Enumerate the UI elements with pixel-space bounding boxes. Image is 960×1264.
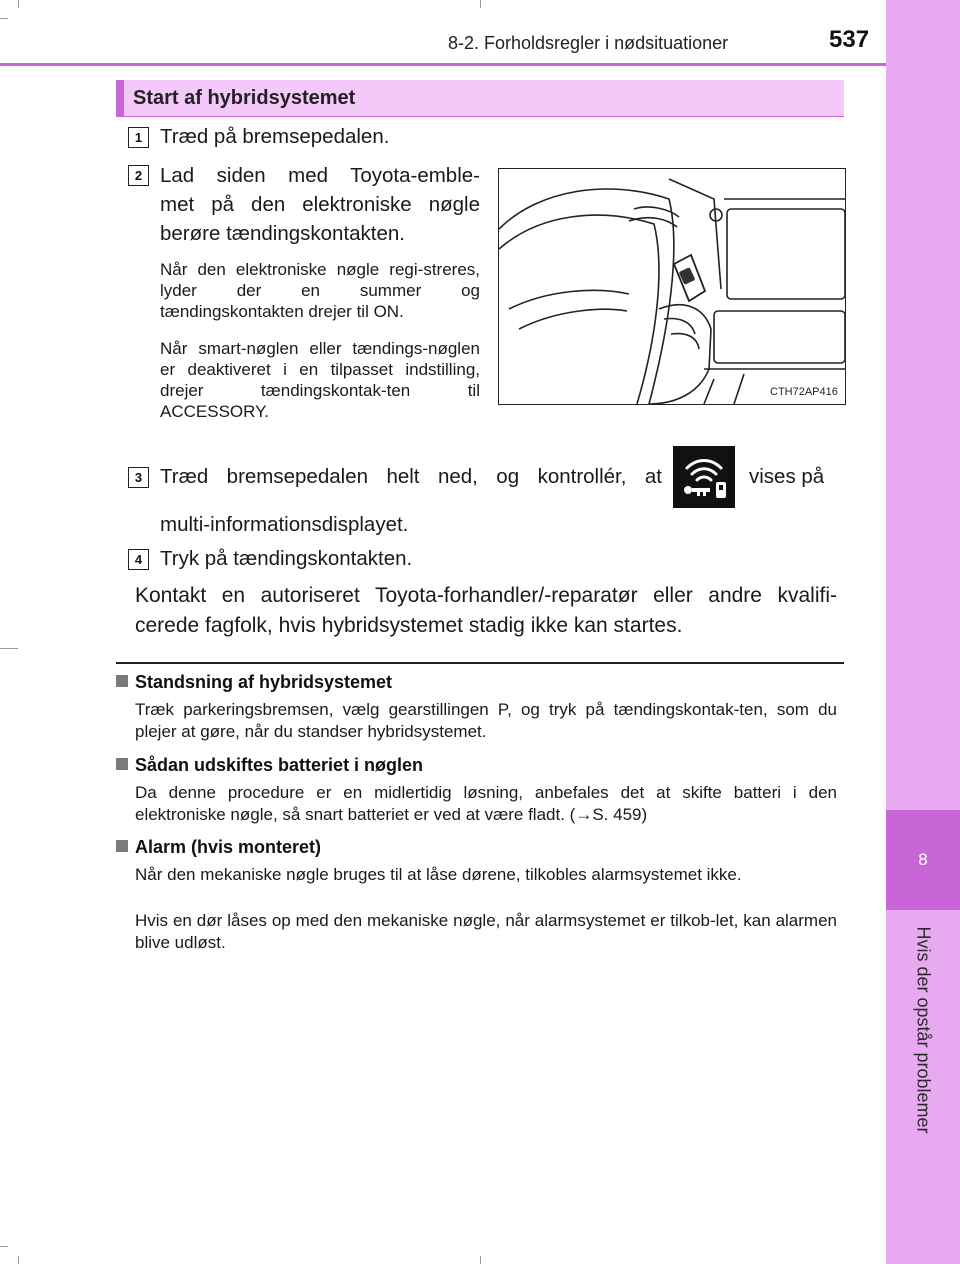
- step-1-text: Træd på bremsepedalen.: [160, 125, 390, 148]
- step-number-2: 2: [128, 165, 149, 186]
- contact-line-1: Kontakt en autoriseret Toyota-forhandler/-reparatør eller andre kvalifi-: [135, 584, 837, 607]
- page-reference-link[interactable]: S. 459): [592, 805, 648, 824]
- smart-key-indicator-icon: [673, 446, 735, 508]
- crop-mark: [0, 18, 8, 19]
- steering-wheel-key-illustration: [498, 168, 846, 405]
- section-heading: 8-2. Forholdsregler i nødsituationer: [448, 33, 729, 53]
- step-2-note-2: Når smart-nøglen eller tændings-nøglen er deaktiveret i en tilpasset indstilling, drejer tændingskontak-ten til ACCESSORY.: [160, 339, 480, 421]
- subsection-text-alarm-1: Når den mekaniske nøgle bruges til at låse dørene, tilkobles alarmsystemet ikke.: [135, 865, 742, 884]
- section-divider: [116, 662, 844, 664]
- subsection-title-stop: Standsning af hybridsystemet: [135, 672, 393, 692]
- step-4-text: Tryk på tændingskontakten.: [160, 547, 413, 570]
- step-3-line-2: multi-informationsdisplayet.: [160, 513, 409, 536]
- bullet-square: [116, 675, 128, 687]
- contact-line-2: cerede fagfolk, hvis hybridsystemet stadig ikke kan startes.: [135, 614, 683, 637]
- step-2-note-1: Når den elektroniske nøgle regi-streres, lyder der en summer og tændingskontakten drejer til ON.: [160, 260, 480, 321]
- step-2-line-1: Lad siden med Toyota-emble-: [160, 164, 480, 187]
- step-3-text-after-icon: vises på: [749, 465, 825, 488]
- illustration-code: CTH72AP416: [770, 386, 838, 398]
- smart-key-indicator-glyph: [673, 446, 735, 508]
- crop-mark: [18, 0, 19, 8]
- battery-text: Da denne procedure er en midlertidig løsning, anbefales det at skifte batteri i den elektroniske nøgle, så snart batteriet er ved at være fladt. (: [135, 783, 837, 824]
- crop-mark: [0, 648, 18, 649]
- step-3-text-before-icon: Træd bremsepedalen helt ned, og kontrollér, at: [160, 465, 662, 488]
- page-number: 537: [829, 26, 870, 53]
- illustration-drawing: [499, 169, 845, 404]
- subsection-title-alarm: Alarm (hvis monteret): [135, 837, 322, 857]
- title-underline: [116, 116, 844, 117]
- bullet-square: [116, 758, 128, 770]
- arrow-right-icon: →: [575, 805, 593, 824]
- crop-mark: [480, 0, 481, 8]
- section-title: Start af hybridsystemet: [133, 87, 356, 109]
- header-rule: [0, 63, 886, 66]
- crop-mark: [480, 1256, 481, 1264]
- step-number-4: 4: [128, 549, 149, 570]
- title-accent: [116, 80, 124, 116]
- step-number-3: 3: [128, 467, 149, 488]
- subsection-title-battery: Sådan udskiftes batteriet i nøglen: [135, 755, 424, 775]
- subsection-text-stop: Træk parkeringsbremsen, vælg gearstillingen P, og tryk på tændingskontak-ten, som du plejer at gøre, når du standser hybridsystemet.: [135, 700, 837, 741]
- bullet-square: [116, 840, 128, 852]
- chapter-label: Hvis der opstår problemer: [913, 926, 934, 1134]
- step-2-line-2: met på den elektroniske nøgle: [160, 193, 480, 216]
- subsection-text-alarm-2: Hvis en dør låses op med den mekaniske nøgle, når alarmsystemet er tilkob-let, kan alarmen blive udløst.: [135, 911, 837, 952]
- subsection-text-battery: [135, 782, 837, 826]
- step-2-line-3: berøre tændingskontakten.: [160, 222, 405, 245]
- step-number-1: 1: [128, 127, 149, 148]
- crop-mark: [0, 1246, 8, 1247]
- chapter-number: 8: [918, 850, 928, 869]
- crop-mark: [18, 1256, 19, 1264]
